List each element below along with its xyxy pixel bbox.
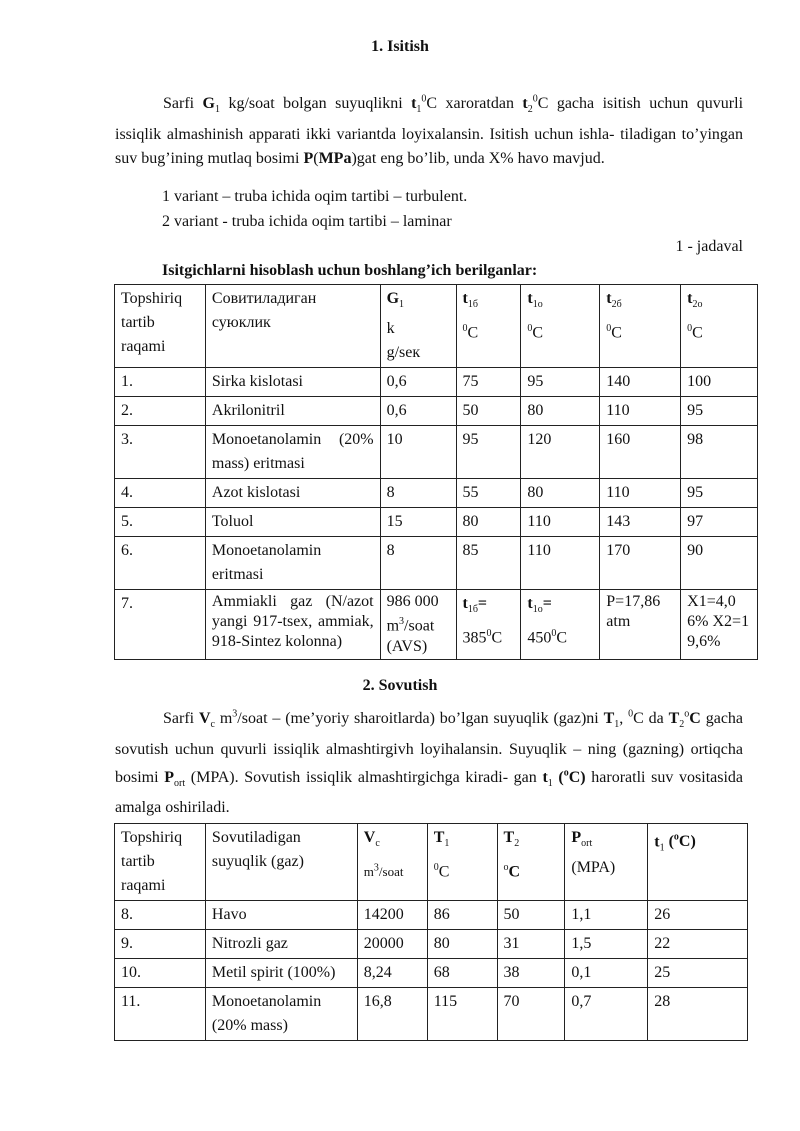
- coolers-table-header: [115, 824, 748, 901]
- header-task-number: Topshiriq tartib raqami: [115, 285, 206, 368]
- cell-v5: 97: [681, 508, 758, 537]
- table-row: [115, 590, 758, 659]
- cell-v5: 22: [648, 930, 748, 959]
- heaters-table: [114, 284, 758, 660]
- cell-v2: 115: [427, 988, 497, 1041]
- table-row: [115, 959, 748, 988]
- variant2-text: 2 variant - truba ichida oqim tartibi – laminar: [162, 213, 452, 230]
- table-row: [115, 368, 758, 397]
- section2-paragraph-text: Sarfi $V_c$ $m^3$/soat – (me’yoriy sharoitlarda) bo’lgan suyuqlik (gaz)ni $T_1$, $^0$C da $T_2^oC$ gacha sovutish uchun quvurli issiqlik almashtirgivh loyihalansin. Suyuqlik – ning (gazning) ortiqcha bosimi $P_{ort}$ (MPA). Sovutish issiqlik almashtirgichga kiradi- gan $t_1$ ($^o$C) haroratli suv vositasida amalga oshiriladi.: [115, 709, 744, 817]
- cell-task-number: 4.: [115, 479, 206, 508]
- table-row: [115, 508, 758, 537]
- header-t1: $T_1$ $^0$C: [427, 824, 497, 901]
- cell-v3: 50: [497, 901, 565, 930]
- cell-v3: 110: [521, 508, 600, 537]
- cell-v1: 10: [380, 426, 456, 479]
- cell-v4: 110: [600, 479, 681, 508]
- cell-v3: 95: [521, 368, 600, 397]
- cell-v1: 8,24: [357, 959, 427, 988]
- cell-v4: 0,7: [565, 988, 648, 1041]
- table-row: [115, 930, 748, 959]
- cell-name: Monoetanolamin (20% mass) eritmasi: [205, 426, 380, 479]
- table-row: [115, 901, 748, 930]
- cell-v2: 75: [456, 368, 521, 397]
- cell-v3: 120: [521, 426, 600, 479]
- cell-t1o: $t_{1о}=$ $450^0C$: [521, 590, 600, 659]
- cell-name: Metil spirit (100%): [205, 959, 357, 988]
- coolers-table-body: [115, 901, 748, 1041]
- cell-v5: 95: [681, 479, 758, 508]
- cell-g1: 986 000 $m^3$/soat (AVS): [380, 590, 456, 659]
- cell-name: Havo: [205, 901, 357, 930]
- cell-v3: 80: [521, 479, 600, 508]
- cell-v1: 8: [380, 537, 456, 590]
- table1-label: 1 - jadaval: [675, 238, 743, 255]
- cell-name: Akrilonitril: [205, 397, 380, 426]
- cell-task-number: 7.: [115, 590, 206, 659]
- cell-task-number: 10.: [115, 959, 206, 988]
- cell-task-number: 6.: [115, 537, 206, 590]
- cell-v2: 80: [456, 508, 521, 537]
- header-t2o: $t_{2о}$ $^0$C: [681, 285, 758, 368]
- cell-task-number: 8.: [115, 901, 206, 930]
- cell-v5: 90: [681, 537, 758, 590]
- cell-t1b: $t_{1б}=$ $385^0C$: [456, 590, 521, 659]
- cell-v1: 8: [380, 479, 456, 508]
- cell-v3: 70: [497, 988, 565, 1041]
- cell-v1: 0,6: [380, 368, 456, 397]
- cell-v2: 55: [456, 479, 521, 508]
- header-water-temp: $t_1$ ($^o$C): [648, 824, 748, 901]
- cell-v1: 20000: [357, 930, 427, 959]
- cell-v5: 95: [681, 397, 758, 426]
- cell-air-fraction: X1=4,06% X2=19,6%: [681, 590, 758, 659]
- cell-name: Toluol: [205, 508, 380, 537]
- cell-v4: 170: [600, 537, 681, 590]
- cell-v4: 0,1: [565, 959, 648, 988]
- cell-v5: 100: [681, 368, 758, 397]
- cell-pressure: P=17,86 atm: [600, 590, 681, 659]
- cell-task-number: 3.: [115, 426, 206, 479]
- cell-v1: 16,8: [357, 988, 427, 1041]
- cell-v4: 110: [600, 397, 681, 426]
- cell-v4: 143: [600, 508, 681, 537]
- cell-task-number: 9.: [115, 930, 206, 959]
- coolers-table: [114, 823, 748, 1041]
- cell-v5: 26: [648, 901, 748, 930]
- cell-task-number: 1.: [115, 368, 206, 397]
- cell-v2: 80: [427, 930, 497, 959]
- cell-v3: 80: [521, 397, 600, 426]
- cell-name: Monoetanolamin (20% mass): [205, 988, 357, 1041]
- cell-v4: 1,5: [565, 930, 648, 959]
- cell-v4: 160: [600, 426, 681, 479]
- cell-v2: 85: [456, 537, 521, 590]
- section2-title: 2. Sovutish: [362, 677, 438, 694]
- header-vc: $V_c$ $m^3$/soat: [357, 824, 427, 901]
- cell-v5: 98: [681, 426, 758, 479]
- table1-caption: Isitgichlarni hisoblash uchun boshlang’ich berilganlar:: [162, 262, 538, 279]
- cell-v5: 28: [648, 988, 748, 1041]
- cell-v3: 31: [497, 930, 565, 959]
- table-row: [115, 537, 758, 590]
- cell-name: Azot kislotasi: [205, 479, 380, 508]
- section1-title: 1. Isitish: [371, 38, 429, 55]
- cell-v1: 14200: [357, 901, 427, 930]
- table-row: [115, 397, 758, 426]
- cell-v4: 1,1: [565, 901, 648, 930]
- cell-v3: 38: [497, 959, 565, 988]
- cell-v5: 25: [648, 959, 748, 988]
- cell-v3: 110: [521, 537, 600, 590]
- header-gas: Sovutiladigan suyuqlik (gaz): [205, 824, 357, 901]
- cell-v1: 0,6: [380, 397, 456, 426]
- cell-name: Nitrozli gaz: [205, 930, 357, 959]
- table-row: [115, 426, 758, 479]
- header-t1b: $t_{1б}$ $^0$C: [456, 285, 521, 368]
- header-t1o: $t_{1о}$ $^0$C: [521, 285, 600, 368]
- cell-task-number: 5.: [115, 508, 206, 537]
- cell-v2: 68: [427, 959, 497, 988]
- cell-task-number: 11.: [115, 988, 206, 1041]
- table-row: [115, 988, 748, 1041]
- cell-task-number: 2.: [115, 397, 206, 426]
- cell-liquid: Ammiakli gaz (N/azot yangi 917-tsex, ammiak, 918-Sintez kolonna): [205, 590, 380, 659]
- heaters-table-header: [115, 285, 758, 368]
- header-t2b: $t_{2б}$ $^0$C: [600, 285, 681, 368]
- cell-v2: 95: [456, 426, 521, 479]
- header-g1: $G_1$ k g/seк: [380, 285, 456, 368]
- cell-name: Sirka kislotasi: [205, 368, 380, 397]
- heaters-table-body: [115, 368, 758, 590]
- cell-v2: 50: [456, 397, 521, 426]
- header-liquid: Совитиладиган суюклик: [205, 285, 380, 368]
- header-port: $P_{ort}$ (MPA): [565, 824, 648, 901]
- variant1-text: 1 variant – truba ichida oqim tartibi – turbulent.: [162, 188, 468, 205]
- section1-paragraph-text: Sarfi $G_1$ kg/soat bolgan suyuqlikni $t_1^0C$ xaroratdan $t_2^0C$ gacha isitish uchun quvurli issiqlik almashinish apparati ikki variantda loyixalansin. Isitish uchun ishla- tiladigan to’yingan suv bug’ining mutlaq bosimi P(MPa)gat eng bo’lib, unda X% havo mavjud.: [115, 94, 744, 167]
- table-row: [115, 479, 758, 508]
- header-task-number: Topshiriq tartib raqami: [115, 824, 206, 901]
- header-t2: $T_2$ $^o$C: [497, 824, 565, 901]
- cell-v2: 86: [427, 901, 497, 930]
- section1-paragraph: [115, 88, 743, 171]
- cell-v4: 140: [600, 368, 681, 397]
- cell-v1: 15: [380, 508, 456, 537]
- section2-paragraph: [115, 703, 743, 820]
- cell-name: Monoetanolamin eritmasi: [205, 537, 380, 590]
